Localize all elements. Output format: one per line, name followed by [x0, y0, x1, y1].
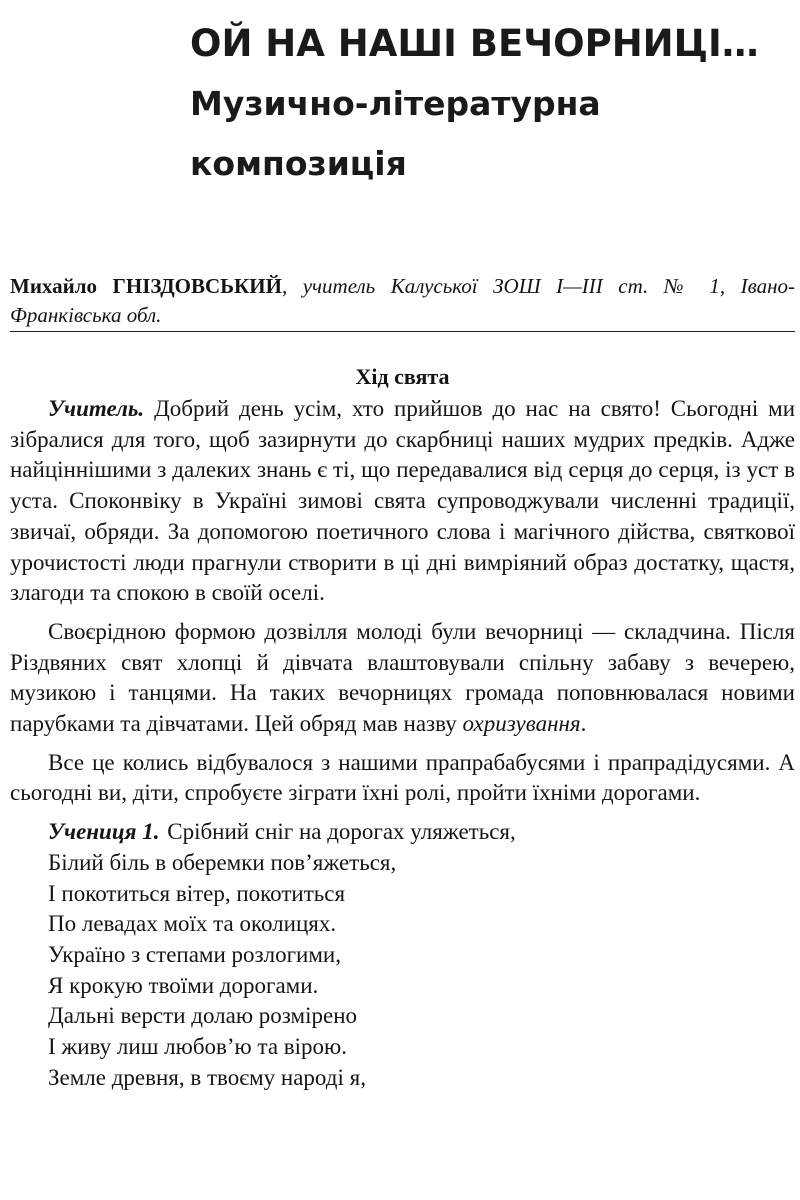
term-italic: охризування: [462, 711, 581, 737]
poem-speaker-label: Учениця 1.: [48, 819, 160, 845]
poem-line: Дальні версти долаю розмірено: [48, 1003, 358, 1029]
poem-line: Я крокую твоїми дорогами.: [48, 972, 319, 998]
poem-line: Україно з степами розлогими,: [48, 941, 341, 967]
author-separator: ,: [281, 274, 288, 298]
header-divider: [10, 331, 795, 332]
poem-line: [48, 817, 795, 848]
article-body: [10, 362, 795, 1093]
poem: [10, 817, 795, 1093]
title-block: [190, 14, 790, 194]
author-role: учитель Калуської ЗОШ І—ІІІ ст. № 1, Івано-Франківська обл.: [10, 274, 795, 327]
speaker-label: Учитель.: [48, 396, 145, 421]
paragraph-text: Своєрідною формою дозвілля молоді були вечорниці — складчина. Після Різдвяних свят хлопці й дівчата влаштовували спільну забаву з вечерею, музикою і танцями. На таких вечорницях громада поповнювалася новими парубками та дівчатами. Цей обряд мав назву: [10, 618, 795, 737]
paragraph-1: [10, 394, 795, 609]
paragraph-2: [10, 617, 795, 740]
paragraph-tail: .: [580, 711, 587, 737]
paragraph-text: Все це колись відбувалося з нашими прапрабабусями і прапрадідусями. А сьогодні ви, діти, спробуєте зіграти їхні ролі, пройти їхніми дорогами.: [10, 749, 795, 806]
title-main: ОЙ НА НАШІ ВЕЧОРНИЦІ…: [190, 22, 759, 65]
author-name: Михайло ГНІЗДОВСЬКИЙ: [10, 274, 282, 298]
poem-line: І покотиться вітер, покотиться: [48, 880, 346, 906]
paragraph-text: Добрий день усім, хто прийшов до нас на свято! Сьогодні ми зібралися для того, щоб зазирнути до скарбниці наших мудрих предків. Адже найціннішими з далеких знань є ті, що передавалися від серця до серця, із уст в уста. Споконвіку в Україні зимові свята супроводжували численні традиції, звичаї, обряди. За допомогою поетичного слова і магічного дійства, святкової урочистості люди прагнули створити в ці дні вимріяний образ достатку, щастя, злагоди та спокою в своїй оселі.: [10, 396, 796, 606]
author-byline: [10, 272, 795, 330]
title-subtitle-line2: композиція: [190, 144, 407, 183]
poem-line: По левадах моїх та околицях.: [48, 911, 337, 937]
paragraph-3: [10, 748, 795, 809]
poem-line: Білий біль в оберемки пов’яжеться,: [48, 849, 397, 875]
poem-line: І живу лиш любов’ю та вірою.: [48, 1033, 347, 1059]
title-subtitle-line1: Музично-літературна: [190, 84, 601, 123]
section-heading: Хід свята: [355, 364, 450, 389]
poem-line: Земле древня, в твоєму народі я,: [48, 1064, 366, 1090]
poem-line-text: Срібний сніг на дорогах уляжеться,: [167, 819, 516, 845]
